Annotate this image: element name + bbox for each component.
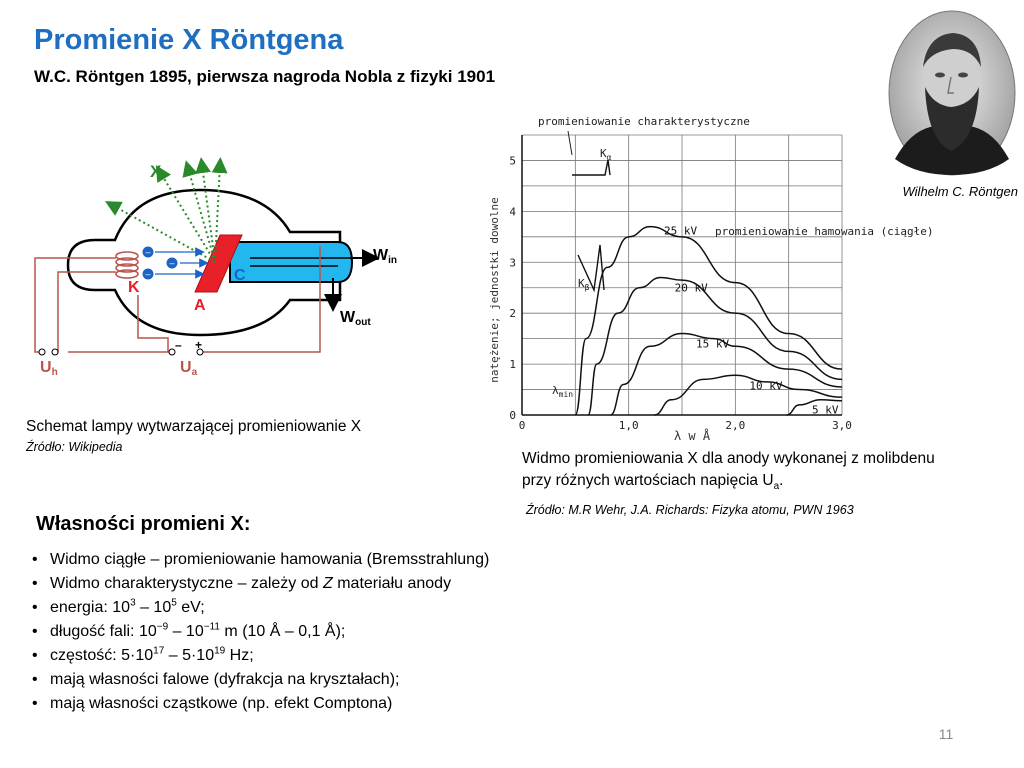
x-tick-label: 2,0 — [725, 419, 746, 432]
property-item: • częstość: $5\cdot 10^{17} - 5\cdot 10^{19}$ Hz; — [28, 645, 489, 669]
spectrum-chart — [460, 95, 934, 455]
label-c: C — [234, 267, 246, 284]
y-axis-label: natężenie; jednostki dowolne — [488, 197, 501, 383]
portrait-photo — [887, 9, 1017, 177]
annotation-k-beta: $K_\beta$ — [578, 277, 590, 292]
y-tick-label: 5 — [509, 154, 516, 168]
label-w-out: Wout — [340, 309, 371, 328]
label-w-in: Win — [373, 247, 397, 266]
chart-grid — [522, 135, 842, 415]
property-item: • mają własności cząstkowe (np. efekt Comptona) — [28, 693, 489, 717]
tube-source: Źródło: Wikipedia — [26, 440, 123, 454]
x-tick-label: 1,0 — [618, 419, 639, 432]
series-label: 15 kV — [696, 337, 730, 351]
cooling-channel — [230, 242, 352, 282]
heater-circuit-wire — [35, 258, 116, 352]
bullet: • — [32, 671, 38, 688]
property-item: • Widmo ciągłe – promieniowanie hamowania (Bremsstrahlung) — [28, 549, 489, 573]
y-tick-label: 2 — [509, 307, 516, 321]
y-tick-label: 0 — [509, 409, 516, 422]
y-tick-label: 1 — [509, 358, 516, 372]
annotation-lambda-min: $\lambda_{min}$ — [552, 384, 574, 399]
tube-caption: Schemat lampy wytwarzającej promieniowanie X — [26, 418, 362, 435]
bullet: • — [32, 695, 38, 712]
electron-sign: – — [145, 247, 151, 257]
properties-list — [28, 549, 489, 717]
bullet: • — [32, 623, 38, 640]
bullet: • — [32, 647, 38, 664]
bullet: • — [32, 551, 38, 568]
y-tick-label: 3 — [509, 256, 516, 270]
y-tick-label: 4 — [509, 205, 516, 219]
slide-subtitle: W.C. Röntgen 1895, pierwsza nagroda Nobla z fizyki 1901 — [34, 67, 496, 86]
spectrum-caption: Widmo promieniowania X dla anody wykonanej z molibdenu przy różnych wartościach napięcia $U_a$. — [522, 450, 935, 493]
bullet: • — [32, 575, 38, 592]
series-label: 20 kV — [674, 281, 708, 295]
x-tick-label: 3,0 — [832, 419, 852, 432]
electron-sign: – — [145, 269, 151, 279]
slide-title: Promienie X Röntgena — [34, 24, 344, 56]
electron-sign: – — [169, 258, 175, 268]
page-number: 11 — [938, 726, 954, 742]
annotation-bremsstrahlung: promieniowanie hamowania (ciągłe) — [715, 225, 934, 238]
series-label: 5 kV — [812, 403, 839, 417]
property-item: • mają własności falowe (dyfrakcja na kryształach); — [28, 669, 489, 693]
spectrum-source: Źródło: M.R Wehr, J.A. Richards: Fizyka atomu, PWN 1963 — [526, 503, 854, 517]
x-tick-label: 0 — [518, 419, 526, 432]
properties-title: Własności promieni X: — [36, 513, 251, 535]
label-plus: + — [195, 338, 203, 352]
label-a: A — [194, 297, 206, 314]
property-item: • Widmo charakterystyczne – zależy od Z materiału anody — [28, 573, 489, 597]
x-axis-label: λ w Å — [673, 429, 711, 443]
property-item: • długość fali: $10^{-9} - 10^{-11}$ m (10 Å – 0,1 Å); — [28, 621, 489, 645]
label-u-h: Uh — [40, 359, 58, 378]
series-label: 25 kV — [664, 224, 698, 238]
xray-tube-diagram — [20, 150, 440, 385]
label-x: X — [150, 162, 162, 181]
annotation-k-alpha: $K_\alpha$ — [600, 147, 612, 162]
label-u-a: Ua — [180, 359, 198, 378]
bullet: • — [32, 599, 38, 616]
portrait-caption: Wilhelm C. Röntgen — [902, 184, 1018, 199]
label-k: K — [128, 279, 140, 296]
label-minus: – — [175, 338, 182, 352]
annotation-characteristic: promieniowanie charakterystyczne — [538, 115, 750, 128]
property-item: • energia: $10^3 - 10^5$ eV; — [28, 597, 489, 621]
series-label: 10 kV — [749, 379, 783, 393]
k-alpha-peak — [572, 160, 610, 175]
